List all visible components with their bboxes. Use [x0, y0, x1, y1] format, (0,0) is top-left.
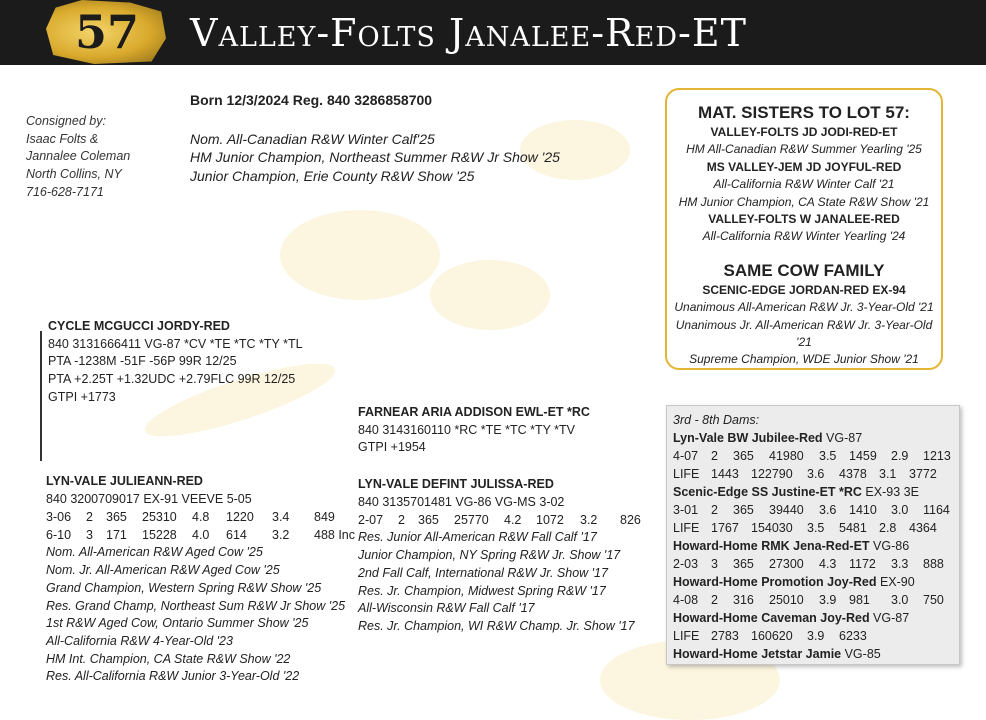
consigner-block	[26, 113, 130, 202]
sire-pta: PTA -1238M -51F -56P 99R 12/25	[48, 354, 237, 369]
family-honor: Unanimous All-American R&W Jr. 3-Year-Old '21	[674, 300, 934, 315]
ancestor-dam	[673, 429, 959, 447]
sister-honor: All-California R&W Winter Calf '21	[713, 177, 895, 192]
dam-honor: 1st R&W Aged Cow, Ontario Summer Show '25	[46, 616, 309, 631]
record-cell: 4-07	[673, 449, 699, 463]
record-cell: 2	[711, 593, 718, 607]
lactation-record	[673, 465, 959, 483]
record-cell: 2.9	[891, 449, 909, 463]
record-cell: 3.4	[272, 510, 290, 525]
record-cell	[879, 627, 909, 645]
consigner-location: North Collins, NY	[26, 167, 122, 182]
ancestor-dam-name: Howard-Home Promotion Joy-Red	[673, 575, 877, 589]
granddam-reg: 840 3135701481 VG-86 VG-MS 3-02	[358, 494, 565, 509]
mgs-gtpi: GTPI +1954	[358, 440, 426, 455]
record-cell: 3.9	[819, 593, 837, 607]
record-cell: 365	[733, 557, 754, 571]
ancestor-dam-score: VG-87	[869, 611, 910, 625]
record-cell: 122790	[751, 467, 793, 481]
record-cell: 3.2	[272, 528, 290, 543]
dams-heading: 3rd - 8th Dams:	[673, 413, 760, 427]
ancestor-dam-name: Scenic-Edge SS Justine-ET *RC	[673, 485, 862, 499]
ancestor-dam-name: Howard-Home Jetstar Jamie	[673, 647, 842, 661]
record-cell: LIFE	[673, 467, 700, 481]
consigner-name: Jannalee Coleman	[26, 149, 131, 164]
record-cell: 3-01	[673, 503, 699, 517]
lactation-record	[673, 555, 959, 573]
record-cell: LIFE	[673, 629, 700, 643]
cow-family-heading: SAME COW FAMILY	[723, 260, 885, 280]
maternal-sisters-box	[665, 88, 943, 370]
ancestor-dam-score: VG-86	[869, 539, 910, 553]
lactation-record	[673, 501, 959, 519]
record-cell: 3772	[909, 467, 937, 481]
lactation-record	[673, 519, 959, 537]
lot-honors	[190, 130, 560, 185]
record-cell: 4.0	[192, 528, 210, 543]
record-cell: 25310	[142, 510, 177, 525]
sister-honor: HM All-Canadian R&W Summer Yearling '25	[686, 142, 922, 157]
sire-name: CYCLE MCGUCCI JORDY-RED	[48, 319, 230, 333]
record-cell: 981	[849, 593, 870, 607]
dam-honor: Res. Grand Champ, Northeast Sum R&W Jr Show '25	[46, 598, 346, 613]
record-cell: 3	[86, 528, 93, 543]
sire-gtpi: GTPI +1773	[48, 389, 116, 404]
family-cow-name: SCENIC-EDGE JORDAN-RED EX-94	[702, 282, 906, 297]
sister-honor: All-California R&W Winter Yearling '24	[702, 229, 906, 244]
decorative-splash	[280, 210, 440, 300]
record-cell: 365	[106, 510, 127, 525]
record-cell: 365	[418, 513, 439, 528]
record-cell: 5481	[839, 521, 867, 535]
record-cell: 3.1	[879, 467, 897, 481]
record-cell	[909, 627, 949, 645]
sister-honor: HM Junior Champion, CA State R&W Show '21	[678, 194, 930, 209]
record-cell: 1220	[226, 510, 254, 525]
sister-name: MS VALLEY-JEM JD JOYFUL-RED	[706, 159, 902, 174]
dam-honor: Grand Champion, Western Spring R&W Show '25	[46, 580, 322, 595]
page-title: Valley-Folts Janalee-Red-ET	[190, 11, 747, 55]
record-cell: 3.6	[807, 467, 825, 481]
consigner-phone: 716-628-7171	[26, 184, 104, 199]
granddam-honor: Res. Jr. Champion, Midwest Spring R&W '17	[358, 583, 606, 598]
record-cell: 4.3	[819, 557, 837, 571]
record-cell: 27300	[769, 557, 804, 571]
honor-line: Junior Champion, Erie County R&W Show '25	[190, 167, 475, 184]
family-honor: Unanimous Jr. All-American R&W Jr. 3-Year-Old '21	[675, 317, 933, 350]
record-cell: 849	[314, 510, 335, 525]
dam-honor: Res. All-California R&W Junior 3-Year-Old '22	[46, 669, 300, 684]
record-cell: 3-06	[46, 510, 72, 525]
born-registration: Born 12/3/2024 Reg. 840 3286858700	[190, 92, 433, 108]
record-cell: 25770	[454, 513, 489, 528]
sire-pta-type: PTA +2.25T +1.32UDC +2.79FLC 99R 12/25	[48, 372, 296, 387]
record-cell: 2	[711, 503, 718, 517]
pedigree-bracket	[40, 331, 42, 461]
granddam-honor: Junior Champion, NY Spring R&W Jr. Show '17	[358, 548, 621, 563]
record-cell: 3	[711, 557, 718, 571]
record-cell: 6-10	[46, 528, 72, 543]
record-cell: 3.5	[819, 449, 837, 463]
ancestor-dam-name: Lyn-Vale BW Jubilee-Red	[673, 431, 823, 445]
sister-name: VALLEY-FOLTS W JANALEE-RED	[708, 212, 900, 227]
record-cell: 4.2	[504, 513, 522, 528]
record-cell: 4378	[839, 467, 867, 481]
granddam-name: LYN-VALE DEFINT JULISSA-RED	[358, 477, 554, 491]
record-cell: 3.5	[807, 521, 825, 535]
record-cell: 1213	[923, 449, 951, 463]
record-cell: 171	[106, 528, 127, 543]
ancestor-dam-score: EX-90	[876, 575, 915, 589]
dam-honor: Nom. All-American R&W Aged Cow '25	[46, 545, 263, 560]
record-cell: 1767	[711, 521, 739, 535]
record-cell: 3.6	[819, 503, 837, 517]
lactation-record	[46, 508, 364, 526]
ancestor-dam-name: Howard-Home Caveman Joy-Red	[673, 611, 870, 625]
mgs-block	[358, 404, 590, 457]
ancestor-dam-score: VG-85	[841, 647, 881, 661]
record-cell: 1443	[711, 467, 739, 481]
ancestor-dam-score: VG-87	[822, 431, 863, 445]
sire-block	[48, 318, 303, 407]
lactation-record	[673, 591, 959, 609]
ancestor-dam	[673, 645, 959, 663]
granddam-block	[358, 476, 660, 636]
record-cell: 3.0	[891, 593, 909, 607]
decorative-splash	[430, 260, 550, 330]
lactation-record	[673, 627, 959, 645]
record-cell: 15228	[142, 528, 177, 543]
lactation-record	[46, 526, 364, 544]
record-cell: 316	[733, 593, 754, 607]
record-cell: 826	[620, 513, 641, 528]
record-cell: 614	[226, 528, 247, 543]
ancestor-dam	[673, 483, 959, 501]
sister-name: VALLEY-FOLTS JD JODI-RED-ET	[710, 125, 898, 139]
record-cell: 3.0	[891, 503, 909, 517]
record-cell: 154030	[751, 521, 793, 535]
dam-honor: HM Int. Champion, CA State R&W Show '22	[46, 651, 291, 666]
granddam-honor: Res. Jr. Champion, WI R&W Champ. Jr. Show '17	[358, 618, 635, 633]
ancestor-dam	[673, 573, 959, 591]
dam-honor: All-California R&W 4-Year-Old '23	[46, 633, 233, 648]
consigner-name: Isaac Folts &	[26, 131, 99, 146]
record-cell: 2783	[711, 629, 739, 643]
mat-sisters-heading: MAT. SISTERS TO LOT 57:	[698, 103, 910, 122]
record-cell: 1410	[849, 503, 877, 517]
mgs-reg: 840 3143160110 *RC *TE *TC *TY *TV	[358, 422, 576, 437]
record-cell: 2	[86, 510, 93, 525]
record-cell: 488 Inc	[314, 528, 356, 543]
honor-line: Nom. All-Canadian R&W Winter Calf'25	[190, 131, 435, 147]
dam-block	[46, 473, 364, 686]
record-cell: 2-03	[673, 557, 699, 571]
record-cell: 888	[923, 557, 944, 571]
dam-reg: 840 3200709017 EX-91 VEEVE 5-05	[46, 491, 252, 506]
record-cell: 41980	[769, 449, 804, 463]
record-cell: 1459	[849, 449, 877, 463]
record-cell: 1072	[536, 513, 564, 528]
lot-number: 57	[74, 5, 139, 59]
record-cell: 365	[733, 503, 754, 517]
dam-honor: Nom. Jr. All-American R&W Aged Cow '25	[46, 563, 280, 578]
record-cell: 2	[398, 513, 405, 528]
family-honor: Supreme Champion, WDE Junior Show '21	[689, 352, 919, 367]
consigned-label: Consigned by:	[26, 114, 106, 128]
lactation-record	[358, 511, 660, 529]
mgs-name: FARNEAR ARIA ADDISON EWL-ET *RC	[358, 405, 590, 419]
ancestor-dam-score: EX-93 3E	[861, 485, 919, 499]
ancestor-dam-name: Howard-Home RMK Jena-Red-ET	[673, 539, 870, 553]
record-cell: 39440	[769, 503, 804, 517]
record-cell: 3.9	[807, 629, 825, 643]
record-cell: 1164	[923, 503, 950, 517]
record-cell: 25010	[769, 593, 804, 607]
record-cell: 365	[733, 449, 754, 463]
record-cell: 1172	[849, 557, 876, 571]
granddam-honor: All-Wisconsin R&W Fall Calf '17	[358, 601, 535, 616]
granddam-honor: Res. Junior All-American R&W Fall Calf '17	[358, 530, 597, 545]
record-cell: 2	[711, 449, 718, 463]
sire-reg: 840 3131666411 VG-87 *CV *TE *TC *TY *TL	[48, 336, 303, 351]
dam-name: LYN-VALE JULIEANN-RED	[46, 474, 203, 488]
record-cell: 2.8	[879, 521, 897, 535]
record-cell: 2-07	[358, 513, 384, 528]
record-cell: 3.3	[891, 557, 909, 571]
record-cell: LIFE	[673, 521, 700, 535]
record-cell: 160620	[751, 629, 793, 643]
granddam-honor: 2nd Fall Calf, International R&W Jr. Show '17	[358, 565, 608, 580]
ancestor-dam	[673, 537, 959, 555]
record-cell: 750	[923, 593, 944, 607]
record-cell: 4364	[909, 521, 937, 535]
ancestor-dam	[673, 609, 959, 627]
lactation-record	[673, 447, 959, 465]
record-cell: 3.2	[580, 513, 598, 528]
ancestor-dams-box	[666, 405, 960, 665]
record-cell: 4.8	[192, 510, 210, 525]
record-cell: 6233	[839, 629, 867, 643]
record-cell: 4-08	[673, 593, 699, 607]
honor-line: HM Junior Champion, Northeast Summer R&W Jr Show '25	[190, 149, 560, 166]
